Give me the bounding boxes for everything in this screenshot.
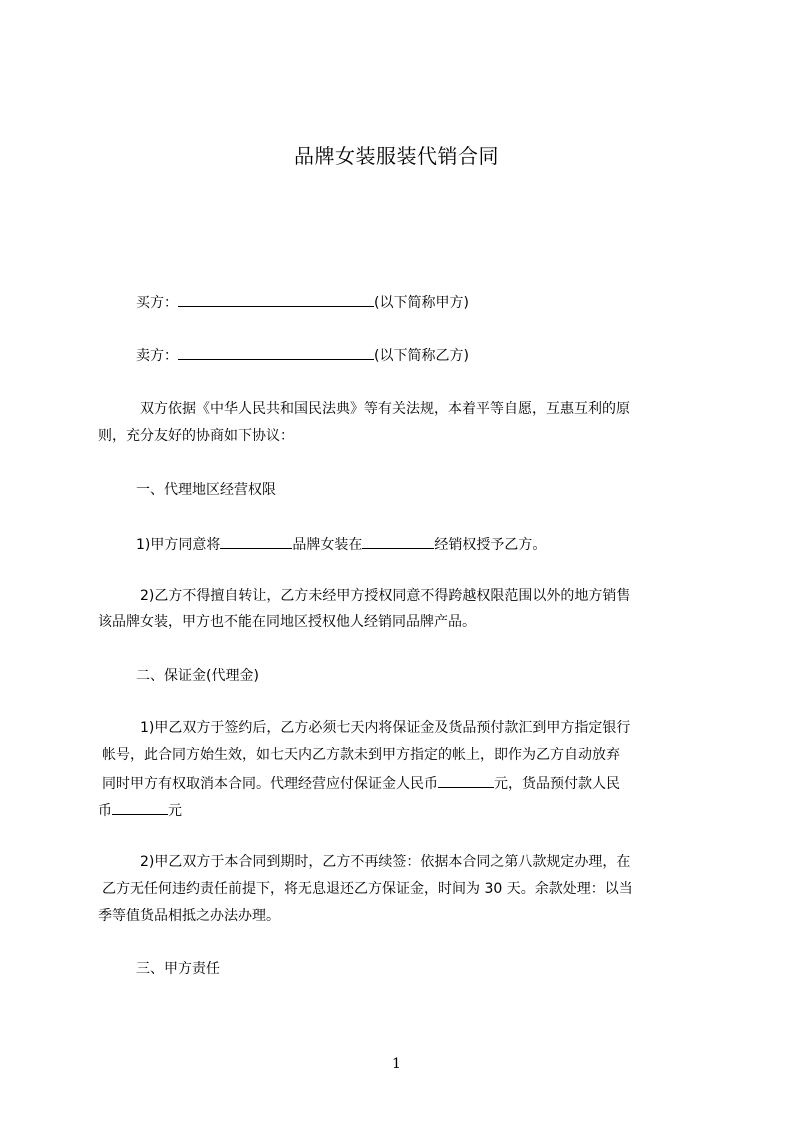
section-2-item-2-line-1: 2)甲乙双方于本合同到期时，乙方不再续签：依据本合同之第八款规定办理，在 [140, 854, 631, 870]
section-1-item-1 [136, 533, 698, 555]
deposit-text: 同时甲方有权取消本合同。代理经营应付保证金人民币 [102, 776, 438, 792]
brand-blank [220, 533, 292, 549]
buyer-label: 买方： [136, 295, 178, 311]
section-2-item-1-line-3 [102, 772, 698, 794]
yuan-text: 元 [168, 803, 182, 819]
section-1-item-1-part-1: 1)甲方同意将 [136, 537, 221, 553]
intro-line-1: 双方依据《中华人民共和国民法典》等有关法规，本着平等自愿，互惠互利的原 [140, 401, 630, 417]
section-2-item-2-line-3: 季等值货品相抵之办法办理。 [98, 908, 280, 924]
buyer-suffix: (以下简称甲方) [374, 295, 469, 311]
currency-text: 币 [98, 803, 112, 819]
section-2-heading: 二、保证金(代理金) [136, 668, 259, 684]
section-1-item-1-part-2: 品牌女装在 [292, 537, 363, 553]
buyer-name-blank [178, 291, 374, 307]
seller-name-blank [178, 344, 374, 360]
buyer-line [136, 291, 698, 313]
prepayment-text: 元，货品预付款人民 [494, 776, 620, 792]
section-2-item-2-line-2: 乙方无任何违约责任前提下，将无息退还乙方保证金，时间为 30 天。余款处理：以当 [102, 881, 633, 897]
section-1-item-2-line-1: 2)乙方不得擅自转让，乙方未经甲方授权同意不得跨越权限范围以外的地方销售 [140, 588, 631, 604]
seller-suffix: (以下简称乙方) [374, 348, 469, 364]
page-title: 品牌女装服装代销合同 [294, 144, 499, 168]
seller-line [136, 344, 698, 366]
section-3-heading: 三、甲方责任 [136, 961, 220, 977]
seller-label: 卖方： [136, 348, 178, 364]
section-1-item-1-part-3: 经销权授予乙方。 [434, 537, 547, 553]
prepayment-amount-blank [112, 799, 168, 815]
page-number: 1 [392, 1056, 401, 1072]
section-2-item-1-line-4 [98, 799, 698, 821]
section-1-heading: 一、代理地区经营权限 [136, 482, 276, 498]
region-blank [362, 533, 434, 549]
section-2-item-1-line-1: 1)甲乙双方于签约后，乙方必须七天内将保证金及货品预付款汇到甲方指定银行 [140, 720, 631, 736]
section-1-item-2-line-2: 该品牌女装，甲方也不能在同地区授权他人经销同品牌产品。 [98, 614, 476, 630]
intro-line-2: 则，充分友好的协商如下协议： [98, 428, 294, 444]
deposit-amount-blank [438, 772, 494, 788]
section-2-item-1-line-2: 帐号，此合同方始生效，如七天内乙方款未到甲方指定的帐上，即作为乙方自动放弃 [102, 747, 620, 763]
